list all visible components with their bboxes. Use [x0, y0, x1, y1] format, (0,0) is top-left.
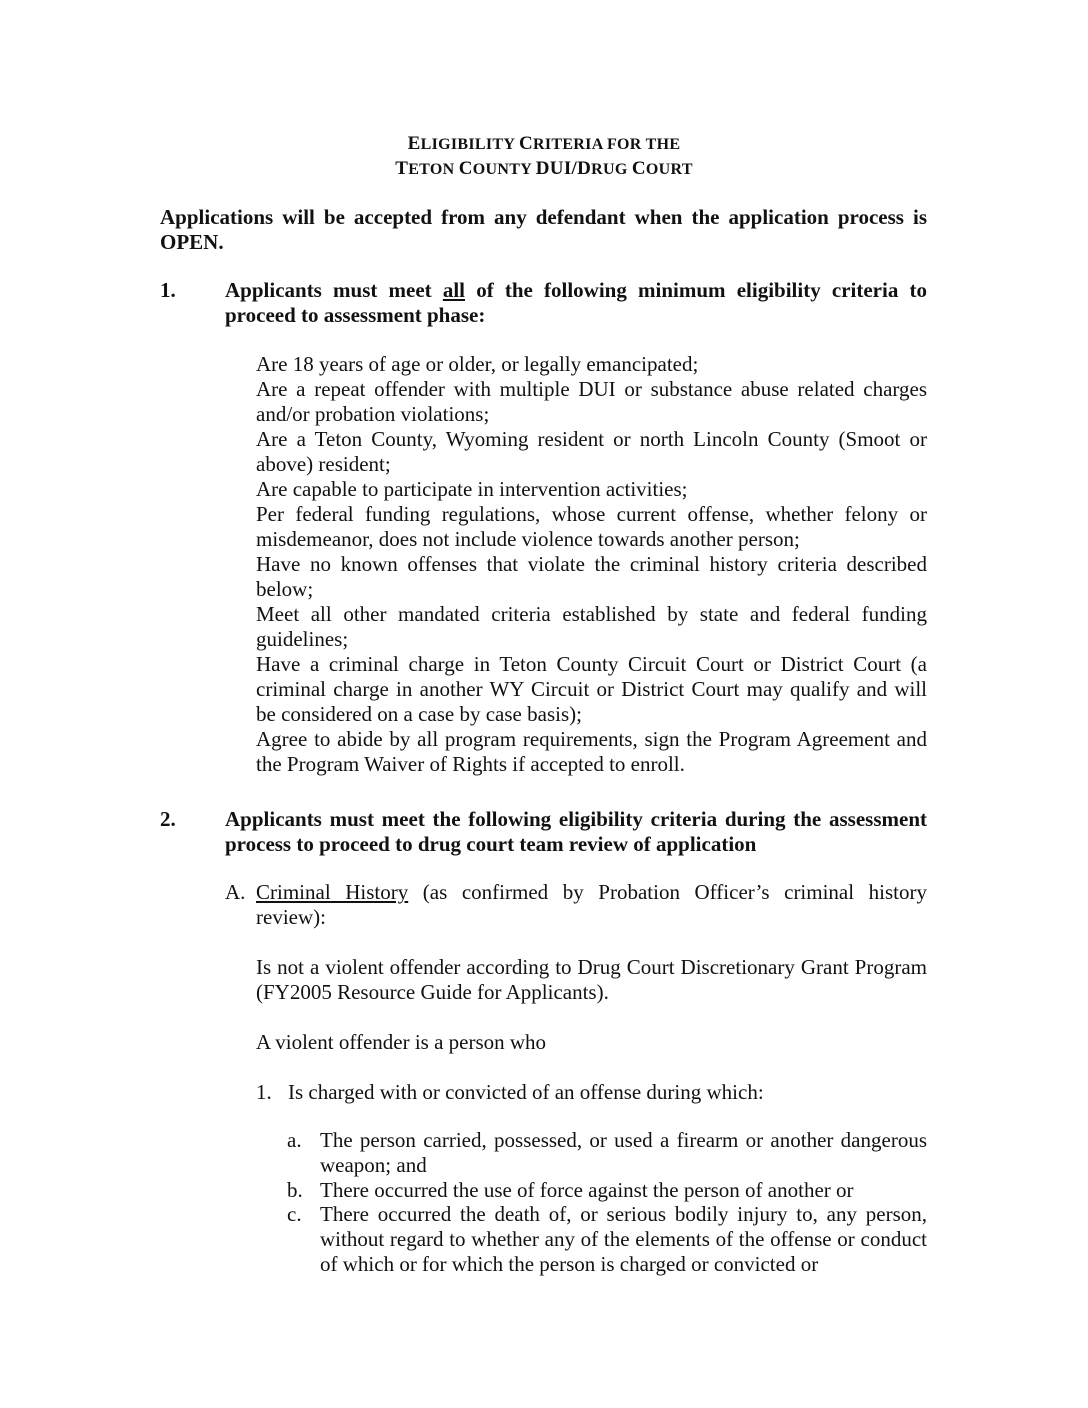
title-cap: E — [407, 133, 421, 154]
definition-intro: A violent offender is a person who — [256, 1030, 547, 1054]
subsection-text: (as confirmed by Probation Officer’s criminal history review): — [256, 880, 927, 929]
title-cap: DUI/D — [535, 158, 592, 179]
item-1-text: Is charged with or convicted of an offense during which: — [288, 1080, 764, 1104]
section-2-number: 2. — [160, 807, 176, 831]
title-line-1 — [0, 131, 1088, 157]
section-1-number: 1. — [160, 278, 176, 302]
criterion-item: Meet all other mandated criteria established by state and federal funding guidelines; — [256, 602, 927, 651]
subitem-b-letter: b. — [287, 1178, 303, 1202]
criterion-item: Are a repeat offender with multiple DUI or substance abuse related charges and/or probation violations; — [256, 377, 927, 426]
criterion-item: Per federal funding regulations, whose current offense, whether felony or misdemeanor, does not include violence towards another person; — [256, 502, 927, 551]
intro-paragraph: Applications will be accepted from any defendant when the application process is OPEN. — [160, 205, 927, 254]
heading-text: Applicants must meet — [225, 278, 443, 302]
subsection-label: Criminal History — [256, 880, 409, 904]
section-2-heading: Applicants must meet the following eligibility criteria during the assessment process to proceed to drug court team review of application — [225, 807, 927, 856]
title-line-2 — [0, 156, 1088, 182]
criterion-item: Are 18 years of age or older, or legally emancipated; — [256, 352, 699, 376]
violent-offender-paragraph: Is not a violent offender according to Drug Court Discretionary Grant Program (FY2005 Resource Guide for Applicants). — [256, 955, 927, 1004]
subitem-c-letter: c. — [287, 1202, 302, 1226]
subsection-a-text — [256, 880, 927, 930]
title-smallcaps: ETON — [408, 161, 459, 178]
title-smallcaps: RUG — [591, 161, 632, 178]
criterion-item: Have no known offenses that violate the criminal history criteria described below; — [256, 552, 927, 601]
subitem-a-text: The person carried, possessed, or used a firearm or another dangerous weapon; and — [320, 1128, 927, 1177]
title-smallcaps: LIGIBILITY — [420, 136, 519, 153]
heading-emphasis: all — [442, 278, 466, 302]
criterion-item: Are a Teton County, Wyoming resident or north Lincoln County (Smoot or above) resident; — [256, 427, 927, 476]
subitem-a-letter: a. — [287, 1128, 302, 1152]
title-smallcaps: OURT — [645, 161, 693, 178]
subitem-b-text: There occurred the use of force against the person of another or — [320, 1178, 854, 1202]
item-1-number: 1. — [256, 1080, 272, 1104]
heading-text: of the following minimum eligibility criteria to proceed to assessment phase: — [225, 278, 927, 327]
title-cap: C — [458, 158, 473, 179]
criteria-list — [256, 352, 927, 777]
title-cap: T — [395, 158, 409, 179]
subsection-a-letter: A. — [225, 880, 246, 904]
title-smallcaps: RITERIA FOR THE — [532, 136, 681, 153]
criterion-item: Are capable to participate in intervention activities; — [256, 477, 688, 501]
title-cap: C — [631, 158, 646, 179]
criterion-item: Have a criminal charge in Teton County Circuit Court or District Court (a criminal charge in another WY Circuit or District Court may qualify and will be considered on a case by case basis); — [256, 652, 927, 726]
title-cap: C — [518, 133, 533, 154]
section-1-heading — [225, 278, 927, 328]
subitem-c-text: There occurred the death of, or serious bodily injury to, any person, without regard to whether any of the elements of the offense or conduct of which or for which the person is charged or convicted or — [320, 1202, 927, 1276]
criterion-item: Agree to abide by all program requirements, sign the Program Agreement and the Program Waiver of Rights if accepted to enroll. — [256, 727, 927, 776]
title-smallcaps: OUNTY — [472, 161, 536, 178]
